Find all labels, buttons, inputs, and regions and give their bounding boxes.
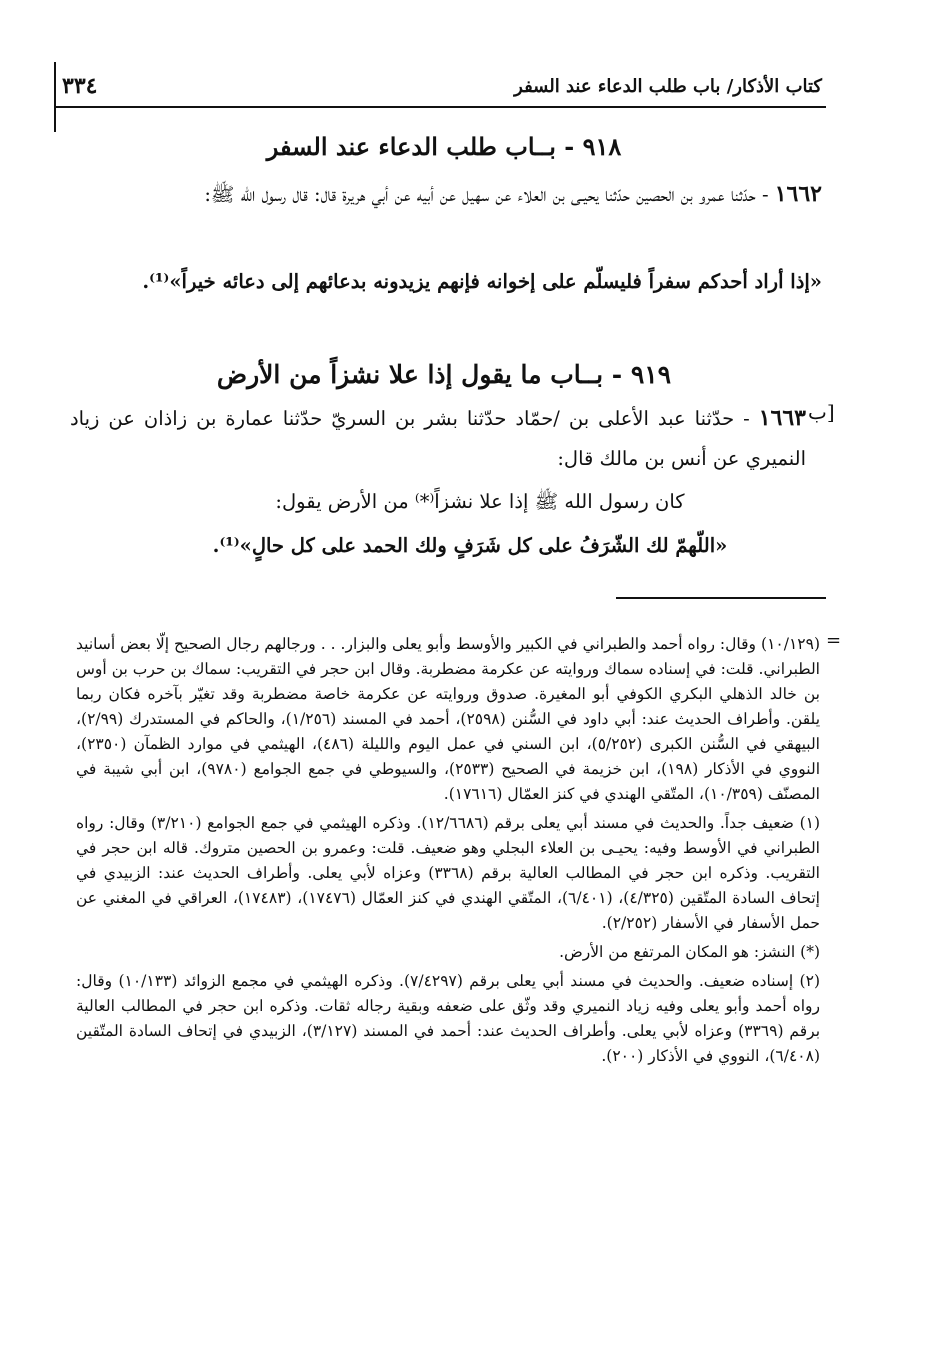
footnote-1 <box>76 811 820 936</box>
hadith-1663 <box>70 398 806 479</box>
hadith-1663-intro: كان رسول الله ﷺ إذا علا نشزاً⁽*⁾ من الأرض يقول: <box>275 490 685 513</box>
chapter-title-919: ٩١٩ - بــاب ما يقول إذا علا نشزاً من الأرض <box>216 360 672 389</box>
footnote-rule <box>616 597 826 599</box>
manuscript-margin-mark: [ب <box>808 400 835 424</box>
footnote-star <box>76 940 820 965</box>
hadith-1662 <box>70 174 822 215</box>
footnote-text: إسناده ضعيف. والحديث في مسند أبي يعلى برقم (٧/٤٢٩٧). وذكره الهيثمي في مجمع الزوائد (١٠/١٣٣) وقال: رواه أحمد وأبو يعلى وفيه زياد النميري وقد وثّق على ضعفه وبقية رجاله ثقات. وذكره ابن حجر في المطالب العالية برقم (٣٣٦٩) وعزاه لأبي يعلى. وأطراف الحديث عند: أحمد في المسند (٣/١٢٧)، الزبيدي في إتحاف السادة المتّقين (٦/٤٠٨)، النووي في الأذكار (٢٠٠). <box>76 972 821 1065</box>
footnote-text: ضعيف جداً. والحديث في مسند أبي يعلى برقم (١٢/٦٦٨٦). وذكره الهيثمي في جمع الجوامع (٣/٢١٠) وقال: رواه الطبراني في الأوسط وفيه: يحيـى بن العلاء البجلي وهو ضعيف. قلت: وعمرو بن الحصين متروك. قاله ابن حجر في التقريب. وذكره ابن حجر في المطالب العالية برقم (٣٣٦٨) وعزاه لأبي يعلى. وأطراف الحديث عند: الزبيدي في إتحاف السادة المتّقين (٤/٣٢٥)، (٦/٤٠١)، المتّقي الهندي في كنز العمّال (١٧٤٧٦)، (١٧٤٨٣)، العراقي في المغني عن حمل الأسفار في الأسفار (٢/٢٥٢). <box>76 814 820 932</box>
hadith-1662-matn: «إذا أراد أحدكم سفراً فليسلّم على إخوانه فإنهم يزيدونه بدعائهم إلى دعائه خيراً»⁽¹⁾. <box>142 270 822 293</box>
hadith-isnad: - حدّثنا عمرو بن الحصين حدّثنا يحيـى بن العلاء عن سهيل عن أبيه عن أبي هريرة قال: قال رسول الله ﷺ: <box>204 183 775 206</box>
chapter-title-918: ٩١٨ - بــاب طلب الدعاء عند السفر <box>266 132 622 161</box>
page-number: ٣٣٤ <box>62 73 98 99</box>
footnote-continuation: (١٠/١٢٩) وقال: رواه أحمد والطبراني في الكبير والأوسط وأبو يعلى والبزار. . . ورجالهم رجال الصحيح إلّا بعض أسانيد الطبراني. قلت: في إسناده سماك وروايته عن عكرمة مضطربة. وقال ابن حجر في التقريب: سماك بن حرب بن أوس بن خالد الذهلي البكري الكوفي أبو المغيرة. صدوق وروايته عن عكرمة خاصة مضطربة وقد تغيّر بآخره فكان ربما يلقن. وأطراف الحديث عند: أبي داود في السُّنن (٢٥٩٨)، أحمد في المسند (١/٢٥٦)، والحاكم في المستدرك (٢/٩٩)، البيهقي في السُّنن الكبرى (٥/٢٥٢)، ابن السني في عمل اليوم والليلة (٤٨٦)، الهيثمي في موارد الظمآن (٢٣٥٠)، النووي في الأذكار (١٩٨)، ابن خزيمة في الصحيح (٢٥٣٣)، والسيوطي في جمع الجوامع (٩٧٨٠)، ابن أبي شيبة في المصنّف (١٠/٣٥٩)، المتّقي الهندي في كنز العمّال (١٧٦١٦). <box>76 635 821 803</box>
margin-rule <box>54 62 56 132</box>
running-title: كتاب الأذكار/ باب طلب الدعاء عند السفر <box>514 75 822 97</box>
hadith-number: ١٦٦٢ <box>774 181 822 207</box>
footnote-label: (١) <box>799 814 821 832</box>
hadith-1663-matn: «اللّهمّ لك الشّرَفُ على كل شَرَفٍ ولك الحمد على كل حالٍ»⁽¹⁾. <box>212 534 728 557</box>
footnote-label: (٢) <box>799 972 820 990</box>
footnote-text: النشز: هو المكان المرتفع من الأرض. <box>559 943 796 961</box>
hadith-isnad: - حدّثنا عبد الأعلى بن /حمّاد حدّثنا بشر بن السريّ حدّثنا عمارة بن زاذان عن زياد النميري عن أنس بن مالك قال: <box>70 407 806 470</box>
hadith-number: ١٦٦٣ <box>758 405 806 431</box>
footnotes <box>76 632 820 1073</box>
running-head <box>62 68 822 104</box>
footnote-continuation-mark: = <box>826 630 842 651</box>
footnote-2 <box>76 969 820 1069</box>
footnote-label: (*) <box>800 943 820 961</box>
header-rule <box>56 106 826 108</box>
